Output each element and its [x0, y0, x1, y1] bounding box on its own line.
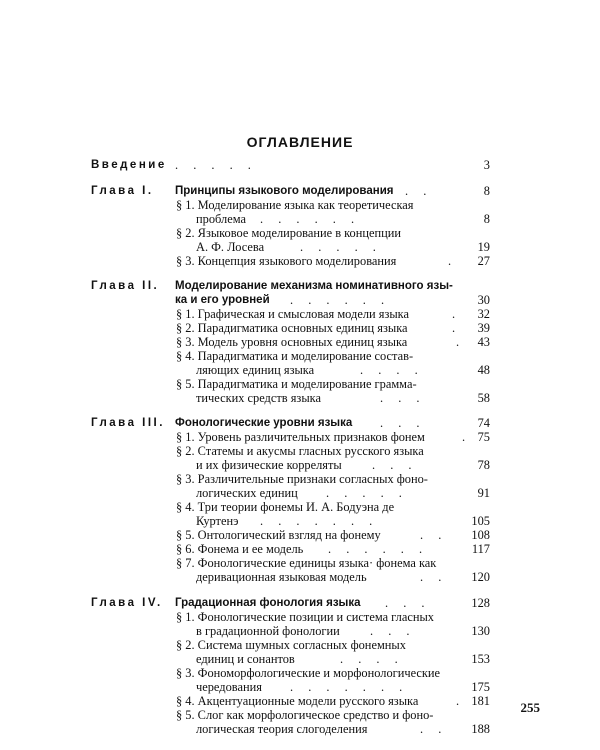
ch2-sec5-dots: . . .: [380, 391, 426, 405]
ch2-sec3-page: 43: [477, 335, 490, 349]
ch2-sec4-page: 48: [477, 363, 490, 377]
ch3-sec2-line2: и их физические корреляты: [196, 458, 342, 472]
ch3-sec2-page: 78: [477, 458, 490, 472]
ch2-sec5-line2: тических средств языка: [196, 391, 321, 405]
ch3-sec1-dots: .: [462, 430, 472, 444]
ch3-sec7-line1: § 7. Фонологические единицы языка· фонема как: [176, 556, 437, 570]
ch1-sec2-page: 19: [477, 240, 490, 254]
chapter-1-dots: . .: [405, 184, 433, 198]
chapter-2-label: Глава II.: [91, 280, 160, 292]
ch2-sec4-line1: § 4. Парадигматика и моделирование состав-: [176, 349, 414, 363]
ch4-sec2-page: 153: [471, 652, 490, 666]
intro-label: Введение: [91, 159, 167, 171]
chapter-3-page: 74: [477, 416, 490, 430]
ch3-sec3-page: 91: [477, 486, 490, 500]
chapter-1-label: Глава I.: [91, 185, 154, 197]
ch3-sec1-line1: § 1. Уровень различительных признаков фонем: [176, 430, 425, 444]
ch2-sec2-page: 39: [477, 321, 490, 335]
ch3-sec3-line2: логических единиц: [196, 486, 298, 500]
ch2-sec4-line2: ляющих единиц языка: [196, 363, 315, 377]
ch3-sec4-page: 105: [471, 514, 490, 528]
page-number: 255: [520, 700, 540, 715]
ch3-sec5-page: 108: [471, 528, 490, 542]
ch2-sec1-dots: .: [452, 307, 462, 321]
chapter-3-heading: Фонологические уровни языка: [175, 417, 353, 429]
ch3-sec5-line1: § 5. Онтологический взгляд на фонему: [176, 528, 381, 542]
ch1-sec1-line1: § 1. Моделирование языка как теоретическая: [176, 198, 414, 212]
ch2-sec2-dots: .: [452, 321, 462, 335]
ch3-sec7-line2: деривационная языковая модель: [196, 570, 367, 584]
ch3-sec3-dots: . . . . .: [326, 486, 408, 500]
ch2-sec1-page: 32: [477, 307, 490, 321]
ch2-sec4-dots: . . . .: [360, 363, 424, 377]
chapter-3-label: Глава III.: [91, 417, 165, 429]
ch1-sec2-dots: . . . . .: [300, 240, 382, 254]
ch1-sec1-line2: проблема: [196, 212, 246, 226]
chapter-4-heading: Градационная фонология языка: [175, 597, 361, 609]
ch4-sec5-page: 188: [471, 722, 490, 736]
ch3-sec3-line1: § 3. Различительные признаки согласных фоно-: [176, 472, 428, 486]
chapter-2-heading: Моделирование механизма номинативного язы-: [175, 280, 453, 292]
chapter-4-page: 128: [471, 596, 490, 610]
ch4-sec2-dots: . . . .: [340, 652, 404, 666]
ch2-sec2-line1: § 2. Парадигматика основных единиц языка: [176, 321, 408, 335]
ch1-sec1-page: 8: [483, 212, 490, 226]
chapter-2-heading-line2: ка и его уровней: [175, 294, 270, 306]
ch4-sec2-line2: единиц и сонантов: [196, 652, 295, 666]
ch2-sec3-dots: .: [456, 335, 466, 349]
ch4-sec4-page: 181: [471, 694, 490, 708]
ch3-sec4-dots: . . . . . . .: [260, 514, 379, 528]
ch4-sec1-line2: в градационной фонологии: [196, 624, 340, 638]
intro-page: 3: [483, 158, 490, 172]
ch1-sec2-line1: § 2. Языковое моделирование в концепции: [176, 226, 402, 240]
ch1-sec3-page: 27: [477, 254, 490, 268]
ch2-sec3-line1: § 3. Модель уровня основных единиц языка: [176, 335, 408, 349]
ch1-sec1-dots: . . . . . .: [260, 212, 361, 226]
ch4-sec5-line1: § 5. Слог как морфологическое средство и фоно-: [176, 708, 434, 722]
page-title: ОГЛАВЛЕНИЕ: [246, 134, 354, 150]
ch4-sec5-line2: логическая теория слогоделения: [196, 722, 368, 736]
ch4-sec1-line1: § 1. Фонологические позиции и система гласных: [176, 610, 434, 624]
ch3-sec7-dots: . .: [420, 570, 448, 584]
chapter-4-dots: . . .: [385, 596, 431, 610]
ch3-sec4-line1: § 4. Три теории фонемы И. А. Бодуэна де: [176, 500, 395, 514]
ch3-sec2-line1: § 2. Статемы и акусмы гласных русского языка: [176, 444, 424, 458]
ch3-sec2-dots: . . .: [372, 458, 418, 472]
ch3-sec6-line1: § 6. Фонема и ее модель: [176, 542, 304, 556]
ch4-sec3-page: 175: [471, 680, 490, 694]
ch4-sec3-line1: § 3. Фономорфологические и морфонологические: [176, 666, 441, 680]
ch1-sec3-line1: § 3. Концепция языкового моделирования: [176, 254, 397, 268]
ch4-sec4-line1: § 4. Акцентуационные модели русского языка: [176, 694, 419, 708]
ch4-sec3-line2: чередования: [196, 680, 262, 694]
chapter-2-page: 30: [477, 293, 490, 307]
ch4-sec1-dots: . . .: [370, 624, 416, 638]
intro-dots: . . . . .: [175, 158, 257, 172]
chapter-2-dots: . . . . . .: [290, 293, 391, 307]
ch3-sec6-page: 117: [471, 542, 490, 556]
ch4-sec4-dots: .: [456, 694, 466, 708]
ch3-sec4-line2: Куртенэ: [196, 514, 239, 528]
chapter-4-label: Глава IV.: [91, 597, 163, 609]
ch4-sec2-line1: § 2. Система шумных согласных фонемных: [176, 638, 406, 652]
ch3-sec1-page: 75: [477, 430, 490, 444]
ch3-sec5-dots: . .: [420, 528, 448, 542]
chapter-3-dots: . . .: [380, 416, 426, 430]
ch3-sec7-page: 120: [471, 570, 490, 584]
ch4-sec5-dots: . .: [420, 722, 448, 736]
ch2-sec5-page: 58: [477, 391, 490, 405]
ch2-sec5-line1: § 5. Парадигматика и моделирование граммa-: [176, 377, 417, 391]
ch4-sec3-dots: . . . . . . .: [290, 680, 409, 694]
chapter-1-page: 8: [483, 184, 490, 198]
ch1-sec2-line2: А. Ф. Лосева: [196, 240, 265, 254]
ch3-sec6-dots: . . . . . .: [328, 542, 429, 556]
ch1-sec3-dots: .: [448, 254, 458, 268]
ch4-sec1-page: 130: [471, 624, 490, 638]
chapter-1-heading: Принципы языкового моделирования: [175, 185, 394, 197]
ch2-sec1-line1: § 1. Графическая и смысловая модели языка: [176, 307, 409, 321]
